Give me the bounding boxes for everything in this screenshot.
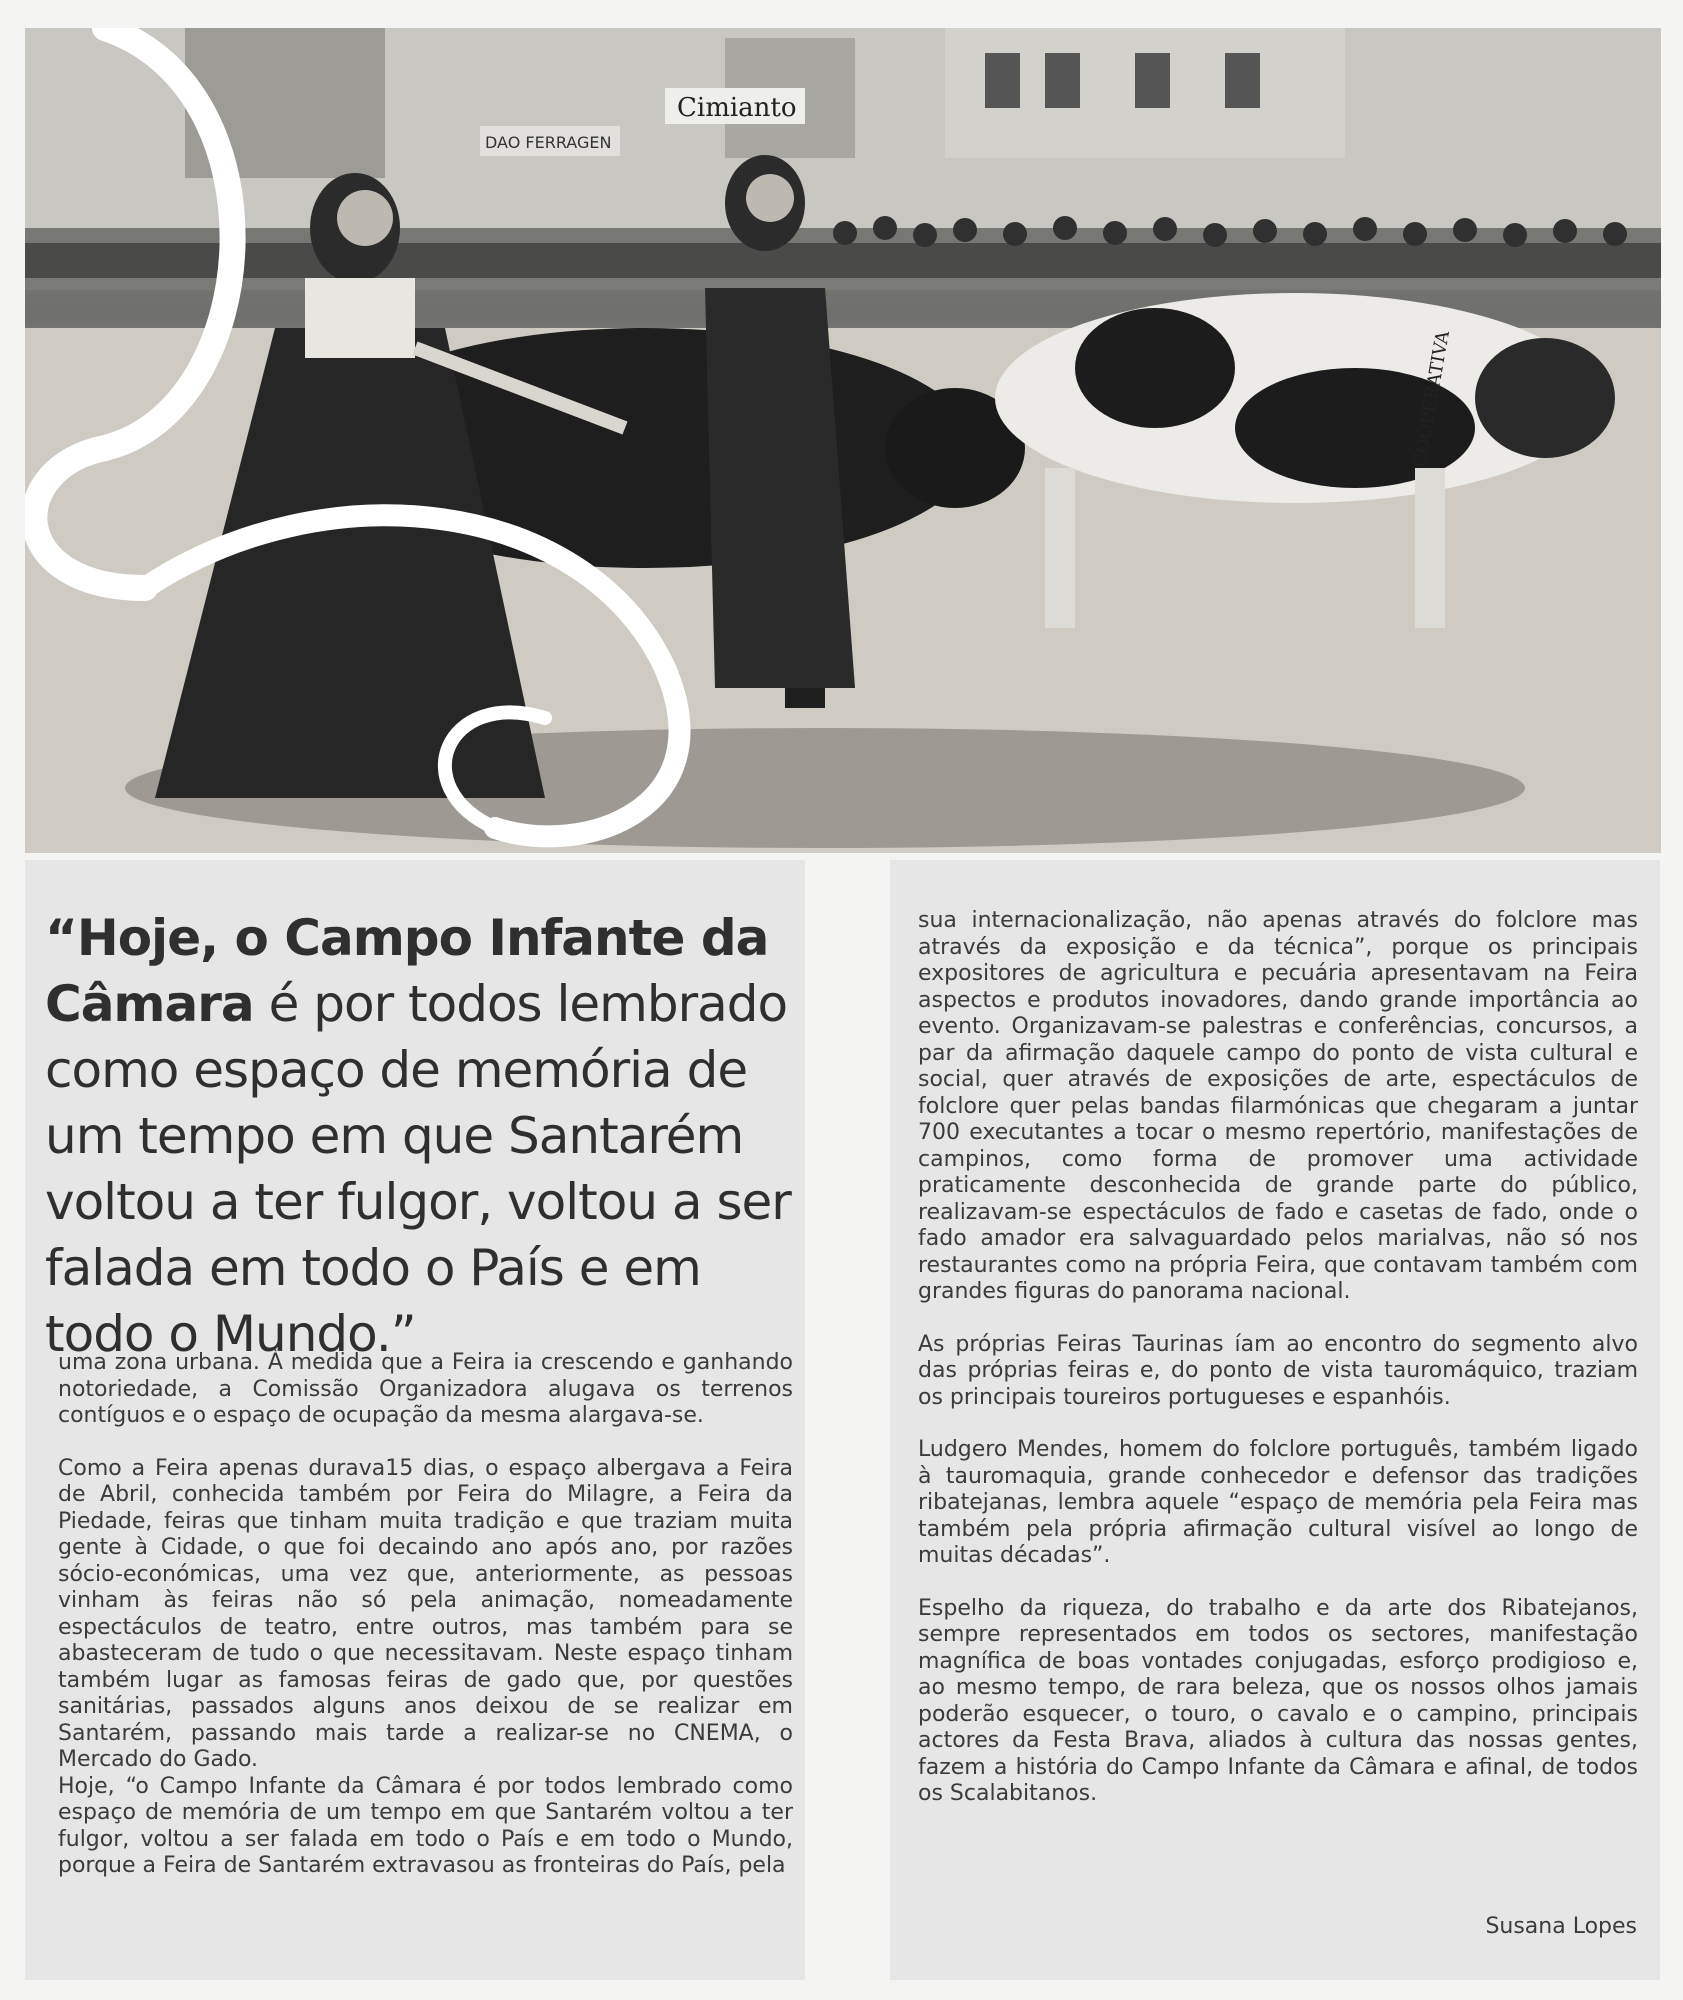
paragraph: As próprias Feiras Taurinas íam ao encontro do segmento alvo das próprias feiras e, do ponto de vista tauromáquico, traziam os principais toureiros portugueses e espanhóis. [918, 1331, 1638, 1410]
photo-illustration [25, 28, 1661, 853]
pull-quote-rest: é por todos lembrado como espaço de memória de um tempo em que Santarém voltou a ter fulgor, voltou a ser falada em todo o País e em todo o Mundo.” [45, 975, 791, 1363]
right-column-text [918, 908, 1638, 1834]
paragraph: sua internacionalização, não apenas através do folclore mas através da exposição e da técnica”, porque os principais expositores de agricultura e pecuária apresentavam na Feira aspectos e produtos inovadores, dando grande importância ao evento. Organizavam-se palestras e conferências, concursos, a par da afirmação daquele campo do ponto de vista cultural e social, quer através de exposições de arte, espectáculos de folclore quer pelas bandas filarmónicas que chegaram a juntar 700 executantes a tocar o mesmo repertório, manifestações de campinos, como forma de promover uma actividade praticamente desconhecida de grande parte do público, realizavam-se espectáculos de fado e casetas de fado, onde o fado amador era salvaguardado pelos marialvas, não só nos restaurantes como na própria Feira, que contavam também com grandes figuras do panorama nacional. [918, 908, 1638, 1304]
left-column-text [58, 1350, 793, 1906]
paragraph: Ludgero Mendes, homem do folclore português, também ligado à tauromaquia, grande conhecedor e defensor das tradições ribatejanas, lembra aquele “espaço de memória pela Feira mas também pela própria afirmação cultural visível ao longo de muitas décadas”. [918, 1437, 1638, 1568]
pull-quote-strong: “Hoje, o Campo Infante da Câmara [45, 909, 769, 1033]
paragraph: Espelho da riqueza, do trabalho e da arte dos Ribatejanos, sempre representados em todos os sectores, manifestação magnífica de boas vontades conjugadas, esforço prodigioso e, ao mesmo tempo, de rara beleza, que os nossos olhos jamais poderão esquecer, o touro, o cavalo e o campino, principais actores da Festa Brava, aliados à cultura das nossas gentes, fazem a história do Campo Infante da Câmara e afinal, de todos os Scalabitanos. [918, 1595, 1638, 1806]
sign-cimianto: Cimianto [677, 93, 797, 123]
sign-ferragem: DAO FERRAGEN [485, 133, 612, 152]
paragraph: uma zona urbana. À medida que a Feira ia crescendo e ganhando notoriedade, a Comissão Organizadora alugava os terrenos contíguos e o espaço de ocupação da mesma alargava-se. [58, 1350, 793, 1428]
historical-photo [25, 28, 1661, 853]
paragraph: Hoje, “o Campo Infante da Câmara é por todos lembrado como espaço de memória de um tempo em que Santarém voltou a ter fulgor, voltou a ser falada em todo o País e em todo o Mundo, porque a Feira de Santarém extravasou as fronteiras do País, pela [58, 1773, 793, 1878]
sash-text-2: COOPERATIVA [1409, 329, 1454, 469]
paragraph: Como a Feira apenas durava15 dias, o espaço albergava a Feira de Abril, conhecida também por Feira do Milagre, a Feira da Piedade, feiras que tinham muita tradição e que traziam muita gente à Cidade, o que foi decaindo ano após ano, por razões sócio-económicas, uma vez que, anteriormente, as pessoas vinham às feiras não só pela animação, nomeadamente espectáculos de teatro, entre outros, mas também para se abasteceram de tudo o que necessitavam. Neste espaço tinham também lugar as famosas feiras de gado que, por questões sanitárias, passados alguns anos deixou de se realizar em Santarém, passando mais tarde a realizar-se no CNEMA, o Mercado do Gado. [58, 1455, 793, 1772]
pull-quote [45, 905, 805, 1367]
author-byline: Susana Lopes [1485, 1914, 1637, 1939]
